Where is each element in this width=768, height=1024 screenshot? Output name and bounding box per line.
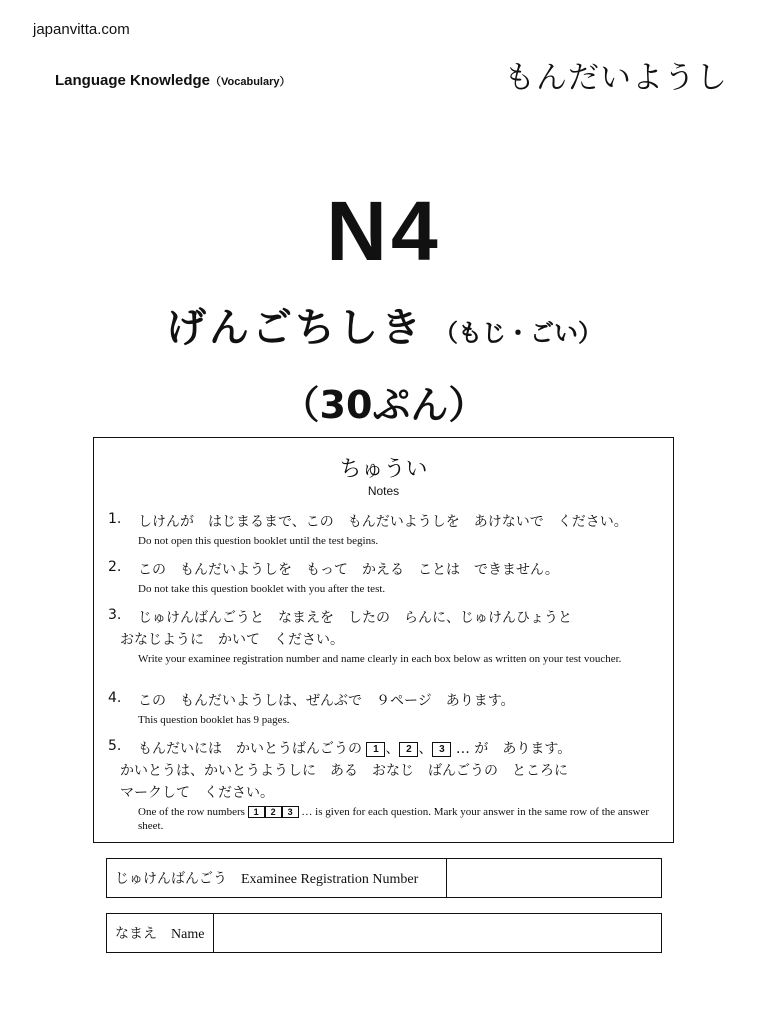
note-text-jp: この もんだいようしは、ぜんぶで ９ページ あります。: [138, 693, 515, 709]
note-number: 1.: [108, 511, 122, 527]
note-text-en: Write your examinee registration number and name clearly in each box below as written on your test voucher.: [138, 653, 622, 665]
note-4: [108, 690, 658, 727]
registration-number-label: じゅけんばんごう Examinee Registration Number: [107, 859, 447, 897]
answer-number-box: 1: [248, 806, 265, 818]
subject-heading: [55, 72, 291, 89]
level-title: N4: [326, 184, 442, 278]
note-text-jp-continued: おなじように かいて ください。: [120, 632, 344, 648]
note-text-jp-continued: マークして ください。: [120, 785, 274, 801]
note-text-en: Do not open this question booklet until the test begins.: [138, 535, 379, 547]
note-text-jp: この もんだいようしを もって かえる ことは できません。: [138, 562, 559, 578]
note-text-jp: しけんが はじまるまで、この もんだいようしを あけないで ください。: [138, 514, 628, 530]
note-text-en: [138, 805, 658, 833]
note-text-jp-continued: かいとうは、かいとうようしに ある おなじ ばんごうの ところに: [120, 763, 568, 779]
separator: 、: [385, 741, 400, 757]
registration-number-row: [106, 858, 662, 898]
notes-heading: ちゅうい: [339, 457, 428, 482]
notes-heading-en: Notes: [367, 484, 400, 498]
note-text-jp: じゅけんばんごうと なまえを したの らんに、じゅけんひょうと: [138, 610, 572, 626]
separator: 、: [418, 741, 433, 757]
registration-number-field[interactable]: [447, 859, 661, 897]
answer-number-box: 3: [282, 806, 299, 818]
note-2: [108, 559, 658, 596]
note-5: [108, 738, 658, 833]
answer-number-box: 3: [432, 742, 451, 757]
section-title: [0, 296, 768, 353]
note-text-en: Do not take this question booklet with you after the test.: [138, 583, 386, 595]
subject-subtitle: （Vocabulary）: [210, 76, 291, 88]
note-3: [108, 607, 658, 666]
notes-box: [93, 437, 674, 843]
section-title-main: げんごちしき: [166, 305, 424, 351]
note-text-jp-suffix: … が あります。: [455, 741, 572, 757]
answer-number-box: 2: [265, 806, 282, 818]
section-title-sub: （もじ・ごい）: [434, 319, 602, 347]
answer-number-box: 2: [399, 742, 418, 757]
note-number: 5.: [108, 738, 122, 754]
note-number: 3.: [108, 607, 122, 623]
name-label: なまえ Name: [107, 914, 214, 952]
name-row: [106, 913, 662, 953]
note-number: 4.: [108, 690, 122, 706]
time-limit: （30ぷん）: [281, 383, 487, 427]
note-text-en-prefix: One of the row numbers: [138, 806, 245, 818]
answer-number-box: 1: [366, 742, 385, 757]
note-text-en-suffix: … is given for each question. Mark your answer in the same row of the answer sheet.: [138, 806, 650, 832]
site-watermark: japanvitta.com: [33, 21, 130, 38]
name-field[interactable]: [214, 914, 661, 952]
note-text-jp: [138, 738, 658, 760]
subject-title: Language Knowledge: [55, 72, 211, 89]
note-number: 2.: [108, 559, 122, 575]
note-text-en: This question booklet has 9 pages.: [138, 714, 290, 726]
note-1: [108, 511, 658, 548]
booklet-label: もんだいようし: [504, 60, 728, 96]
note-text-jp-prefix: もんだいには かいとうばんごうの: [138, 741, 362, 757]
